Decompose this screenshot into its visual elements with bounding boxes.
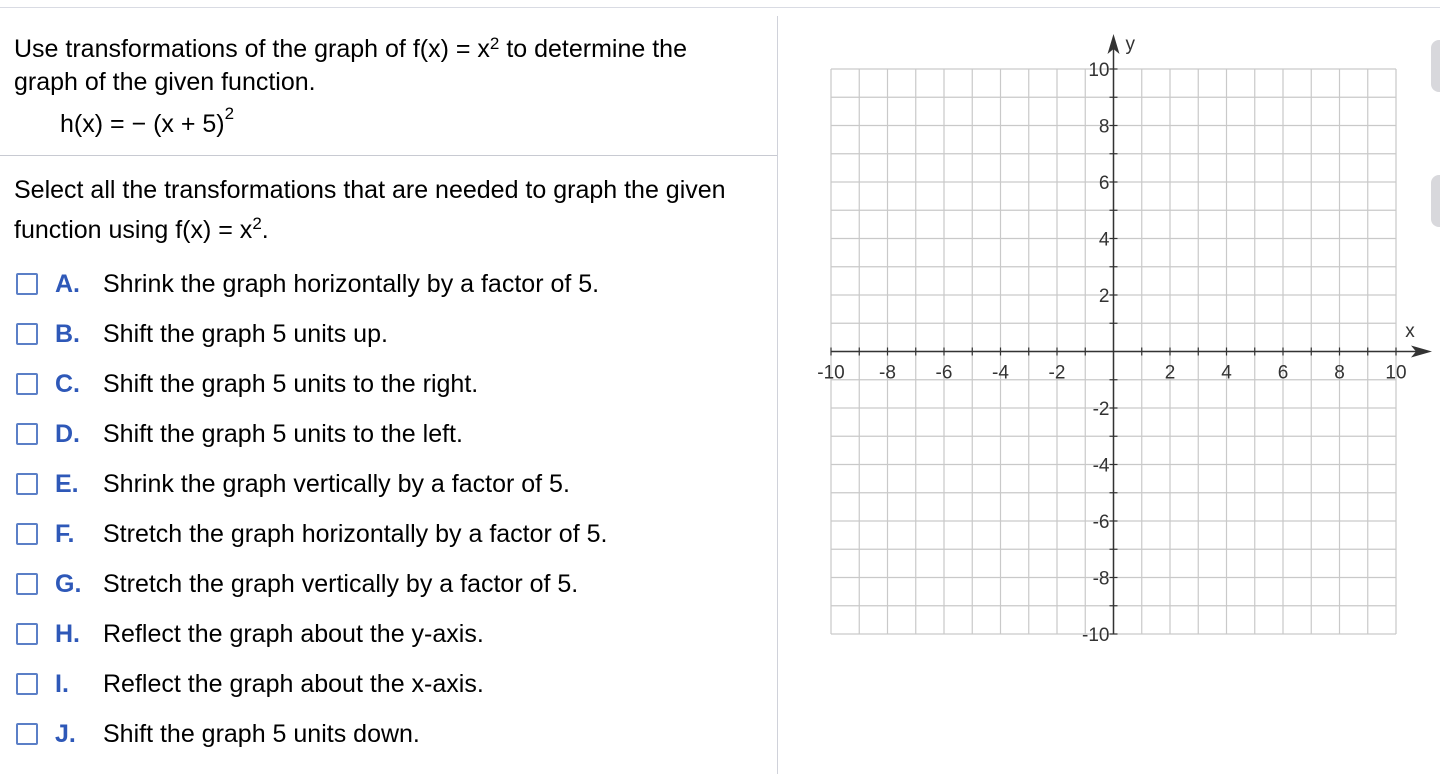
- option-letter: D.: [55, 419, 80, 448]
- option-letter: H.: [55, 619, 80, 648]
- x-tick-label: -6: [935, 362, 953, 384]
- x-tick-label: 6: [1277, 362, 1289, 384]
- option-text: Stretch the graph horizontally by a factor of 5.: [103, 519, 608, 548]
- y-tick-label: 6: [1098, 173, 1110, 194]
- function-base: h(x) = − (x + 5): [60, 110, 225, 138]
- option-letter: G.: [55, 569, 82, 598]
- option-i[interactable]: [16, 659, 607, 709]
- option-text: Shift the graph 5 units to the right.: [103, 369, 479, 398]
- option-c[interactable]: [16, 359, 607, 409]
- option-text: Shrink the graph vertically by a factor of 5.: [103, 469, 570, 498]
- checkbox[interactable]: [16, 373, 38, 395]
- instruction-exponent: 2: [252, 214, 262, 233]
- y-tick-label: -8: [1092, 568, 1110, 590]
- option-text: Reflect the graph about the y-axis.: [103, 619, 484, 648]
- option-letter: E.: [55, 469, 79, 498]
- checkbox[interactable]: [16, 573, 38, 595]
- option-e[interactable]: [16, 459, 607, 509]
- option-h[interactable]: [16, 609, 607, 659]
- option-text: Shift the graph 5 units up.: [103, 319, 388, 348]
- function-exponent: 2: [224, 104, 235, 123]
- question-line2: graph of the given function.: [14, 68, 316, 96]
- option-f[interactable]: [16, 509, 607, 559]
- x-tick-label: -10: [817, 362, 845, 384]
- given-function: [60, 104, 235, 139]
- option-letter: J.: [55, 719, 76, 748]
- option-letter: F.: [55, 519, 75, 548]
- option-letter: A.: [55, 269, 80, 298]
- x-axis-label: x: [1405, 321, 1415, 342]
- y-tick-label: -2: [1092, 399, 1110, 420]
- instruction-line2: function using f(x) = x: [14, 216, 253, 244]
- y-axis-label: y: [1125, 34, 1135, 55]
- coordinate-graph[interactable]: [778, 0, 1440, 774]
- option-b[interactable]: [16, 309, 607, 359]
- x-tick-label: -4: [992, 362, 1009, 384]
- y-tick-label: -10: [1082, 625, 1110, 646]
- x-tick-label: 10: [1385, 362, 1407, 384]
- option-d[interactable]: [16, 409, 607, 459]
- y-tick-label: -4: [1092, 455, 1110, 477]
- question-exponent: 2: [489, 34, 500, 53]
- option-text: Reflect the graph about the x-axis.: [103, 669, 484, 698]
- option-j[interactable]: [16, 709, 607, 759]
- x-tick-label: 8: [1334, 362, 1345, 384]
- checkbox[interactable]: [16, 323, 38, 345]
- x-tick-label: 2: [1164, 362, 1176, 384]
- checkbox[interactable]: [16, 523, 38, 545]
- checkbox[interactable]: [16, 273, 38, 295]
- checkbox[interactable]: [16, 423, 38, 445]
- checkbox[interactable]: [16, 723, 38, 745]
- y-tick-label: 8: [1098, 116, 1110, 138]
- option-letter: C.: [55, 369, 80, 398]
- instruction-text: [14, 170, 726, 250]
- answer-options: [16, 259, 607, 759]
- option-text: Shift the graph 5 units down.: [103, 719, 420, 748]
- checkbox[interactable]: [16, 623, 38, 645]
- y-tick-label: -6: [1092, 512, 1110, 533]
- instruction-line1: Select all the transformations that are needed to graph the given: [14, 176, 726, 204]
- y-tick-label: 10: [1088, 60, 1110, 81]
- y-tick-label: 2: [1098, 286, 1110, 307]
- question-line1-end: to determine the: [499, 35, 687, 63]
- x-tick-label: 4: [1221, 362, 1232, 384]
- option-a[interactable]: [16, 259, 607, 309]
- question-line1: Use transformations of the graph of f(x) = x: [14, 35, 490, 63]
- x-tick-label: -2: [1048, 362, 1066, 384]
- option-text: Shrink the graph horizontally by a factor of 5.: [103, 269, 600, 298]
- x-tick-label: -8: [879, 362, 896, 384]
- side-panel-tab-top[interactable]: [1431, 40, 1440, 92]
- y-tick-label: 4: [1098, 229, 1110, 251]
- checkbox[interactable]: [16, 473, 38, 495]
- option-letter: B.: [55, 319, 80, 348]
- section-divider: [0, 155, 778, 156]
- instruction-period: .: [261, 216, 269, 244]
- option-letter: I.: [55, 669, 69, 698]
- question-text: [14, 33, 687, 99]
- side-panel-tab-bottom[interactable]: [1431, 175, 1440, 227]
- checkbox[interactable]: [16, 673, 38, 695]
- option-text: Stretch the graph vertically by a factor of 5.: [103, 569, 579, 598]
- option-g[interactable]: [16, 559, 607, 609]
- option-text: Shift the graph 5 units to the left.: [103, 419, 463, 448]
